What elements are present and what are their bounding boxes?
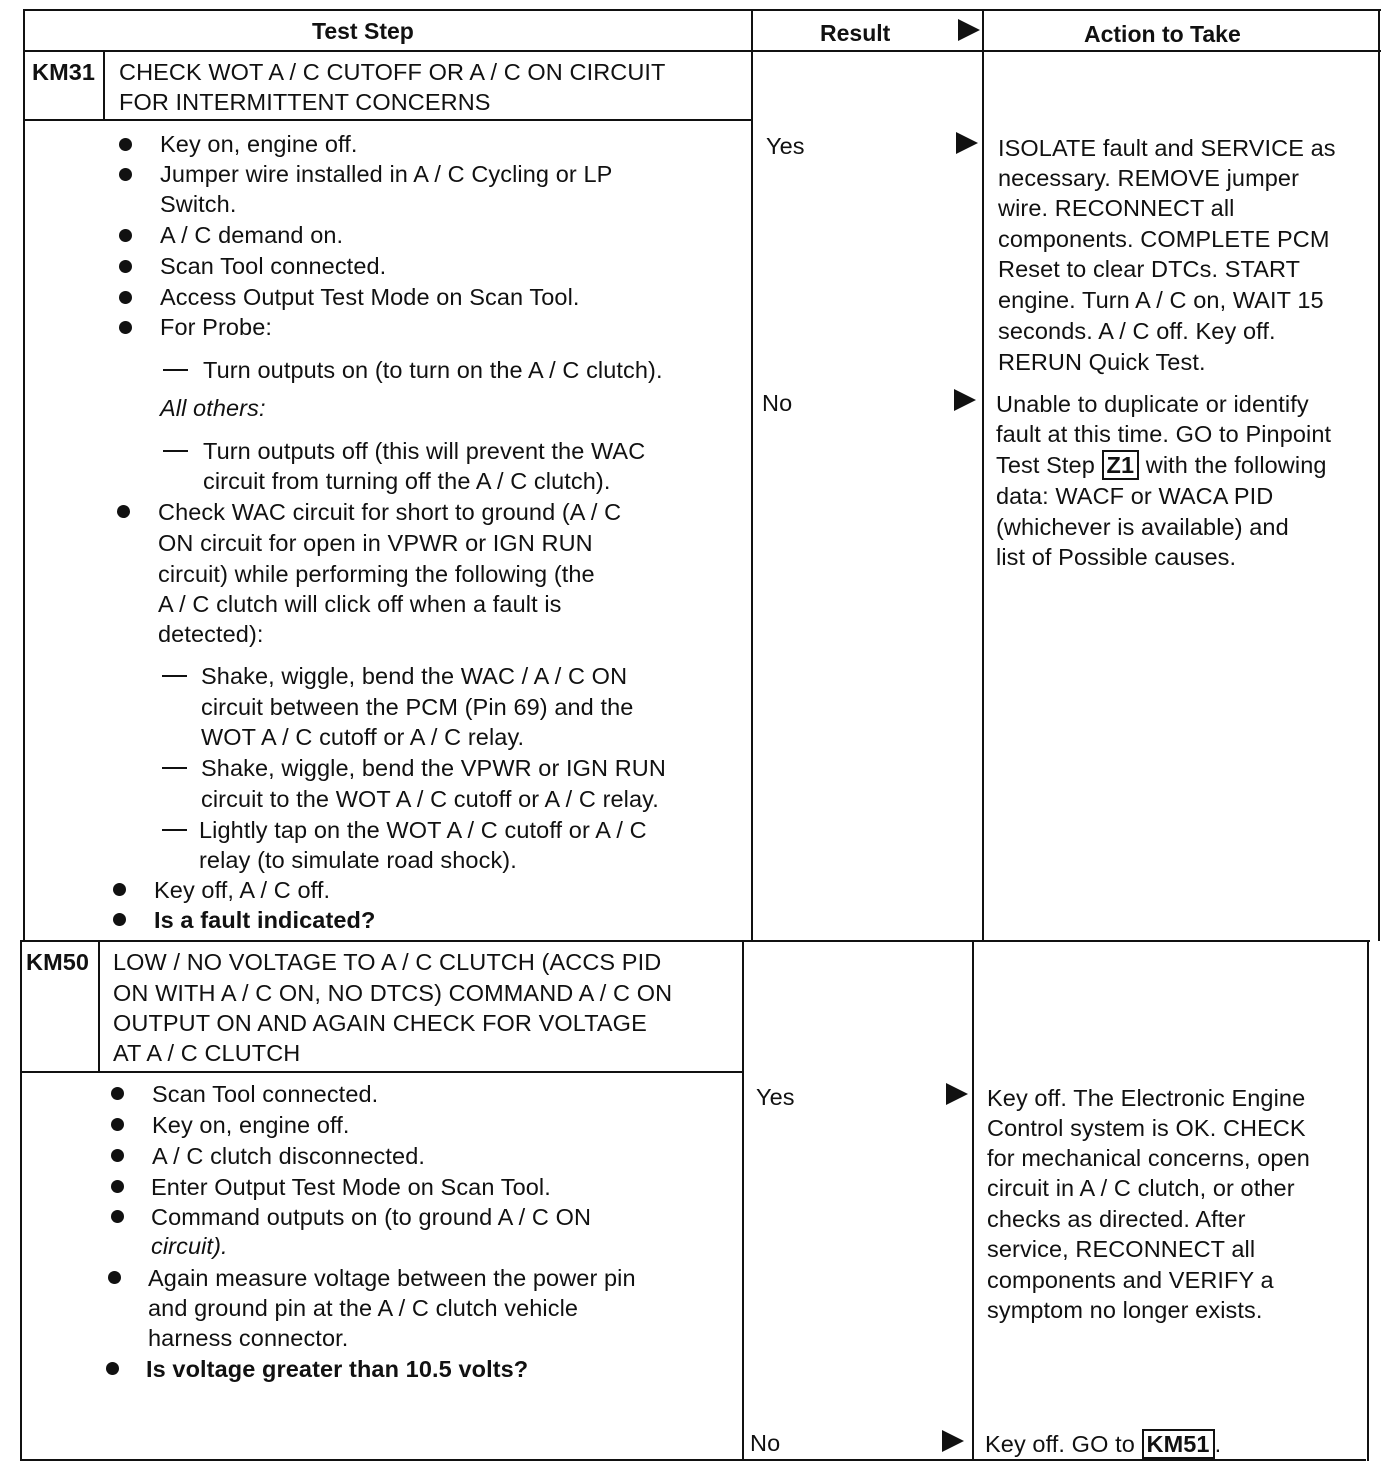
- left-border-upper: [23, 9, 25, 941]
- bullet-icon: [111, 1118, 124, 1131]
- km31-action-yes-line: seconds. A / C off. Key off.: [998, 318, 1276, 344]
- km31-result-no: No: [762, 390, 793, 416]
- section-divider: [20, 940, 1370, 942]
- km31-action-no-text: with the following: [1145, 452, 1327, 478]
- km31-step: circuit between the PCM (Pin 69) and the: [201, 694, 634, 720]
- km50-action-yes-line: checks as directed. After: [987, 1206, 1246, 1232]
- bullet-icon: [119, 229, 132, 242]
- km31-step: For Probe:: [160, 314, 273, 340]
- km31-step: Turn outputs on (to turn on the A / C clutch).: [203, 357, 663, 383]
- km50-step: harness connector.: [148, 1325, 349, 1351]
- km31-step: Lightly tap on the WOT A / C cutoff or A / C: [199, 817, 647, 843]
- km31-step: ON circuit for open in VPWR or IGN RUN: [158, 530, 593, 556]
- km31-step: Key off, A / C off.: [154, 877, 331, 903]
- bullet-icon: [119, 138, 132, 151]
- km31-step: WOT A / C cutoff or A / C relay.: [201, 724, 525, 750]
- km31-step: Access Output Test Mode on Scan Tool.: [160, 284, 580, 310]
- km31-step-id: KM31: [32, 59, 96, 85]
- km31-step: circuit) while performing the following (the: [158, 561, 595, 587]
- km31-step: Shake, wiggle, bend the VPWR or IGN RUN: [201, 755, 666, 781]
- km31-step: Check WAC circuit for short to ground (A / C: [158, 499, 622, 525]
- header-action: Action to Take: [1084, 21, 1241, 47]
- km31-step: Scan Tool connected.: [160, 253, 387, 279]
- step-ref-km51-link[interactable]: KM51: [1142, 1429, 1215, 1459]
- km31-question: Is a fault indicated?: [154, 907, 376, 933]
- result-arrow-icon: [956, 132, 978, 154]
- dash-icon: [162, 829, 187, 831]
- km31-action-no-line: [996, 450, 1327, 480]
- km50-action-no-text: Key off. GO to: [985, 1431, 1135, 1457]
- action-col-left-lower: [972, 940, 974, 1461]
- result-arrow-icon: [946, 1083, 968, 1105]
- action-col-left-upper: [982, 9, 984, 941]
- km31-title-line-1: CHECK WOT A / C CUTOFF OR A / C ON CIRCUIT: [119, 59, 666, 85]
- km31-title-line-2: FOR INTERMITTENT CONCERNS: [119, 89, 491, 115]
- km50-title-line: OUTPUT ON AND AGAIN CHECK FOR VOLTAGE: [113, 1010, 647, 1036]
- km31-step: A / C demand on.: [160, 222, 344, 248]
- km31-title-bottom-border: [23, 119, 753, 121]
- km50-action-yes-line: Key off. The Electronic Engine: [987, 1085, 1306, 1111]
- km50-action-no-line: [985, 1429, 1221, 1459]
- bullet-icon: [106, 1362, 119, 1375]
- bullet-icon: [113, 913, 126, 926]
- km50-action-yes-line: circuit in A / C clutch, or other: [987, 1175, 1295, 1201]
- step-ref-z1-link[interactable]: Z1: [1102, 450, 1140, 480]
- bullet-icon: [119, 291, 132, 304]
- km31-id-divider: [103, 51, 105, 121]
- km31-step: Key on, engine off.: [160, 131, 358, 157]
- km50-title-line: AT A / C CLUTCH: [113, 1040, 301, 1066]
- dash-icon: [163, 369, 188, 371]
- km31-step: A / C clutch will click off when a fault is: [158, 591, 562, 617]
- km50-action-yes-line: components and VERIFY a: [987, 1267, 1274, 1293]
- left-border-lower: [20, 940, 22, 1461]
- result-col-left-upper: [751, 9, 753, 941]
- km31-action-no-line: list of Possible causes.: [996, 544, 1237, 570]
- km50-step: Key on, engine off.: [152, 1112, 350, 1138]
- km31-action-yes-line: wire. RECONNECT all: [998, 195, 1235, 221]
- km31-action-yes-line: engine. Turn A / C on, WAIT 15: [998, 287, 1324, 313]
- result-arrow-icon: [942, 1430, 964, 1452]
- km50-step: Enter Output Test Mode on Scan Tool.: [151, 1174, 551, 1200]
- bullet-icon: [108, 1271, 121, 1284]
- km31-action-no-line: (whichever is available) and: [996, 514, 1289, 540]
- km31-action-yes-line: ISOLATE fault and SERVICE as: [998, 135, 1336, 161]
- km50-step: Again measure voltage between the power pin: [148, 1265, 636, 1291]
- dash-icon: [162, 767, 187, 769]
- km50-step: A / C clutch disconnected.: [152, 1143, 425, 1169]
- km31-action-no-line: fault at this time. GO to Pinpoint: [996, 421, 1332, 447]
- table-bottom-border: [20, 1459, 1366, 1461]
- km31-step: relay (to simulate road shock).: [199, 847, 517, 873]
- km31-step: Turn outputs off (this will prevent the WAC: [203, 438, 646, 464]
- km50-step: circuit).: [151, 1233, 228, 1259]
- km31-action-yes-line: RERUN Quick Test.: [998, 349, 1206, 375]
- dash-icon: [163, 450, 188, 452]
- km50-title-line: LOW / NO VOLTAGE TO A / C CLUTCH (ACCS PID: [113, 949, 662, 975]
- km31-action-yes-line: Reset to clear DTCs. START: [998, 256, 1301, 282]
- km50-title-line: ON WITH A / C ON, NO DTCS) COMMAND A / C ON: [113, 980, 673, 1006]
- bullet-icon: [111, 1180, 124, 1193]
- bullet-icon: [111, 1087, 124, 1100]
- km50-step: Scan Tool connected.: [152, 1081, 379, 1107]
- km50-title-bottom-border: [20, 1071, 743, 1073]
- km31-action-yes-line: components. COMPLETE PCM: [998, 226, 1330, 252]
- km50-question: Is voltage greater than 10.5 volts?: [146, 1356, 529, 1382]
- km31-step: Switch.: [160, 191, 237, 217]
- km31-step: circuit to the WOT A / C cutoff or A / C relay.: [201, 786, 659, 812]
- km31-action-no-text: Test Step: [996, 452, 1095, 478]
- km50-action-yes-line: Control system is OK. CHECK: [987, 1115, 1306, 1141]
- km50-step: Command outputs on (to ground A / C ON: [151, 1204, 592, 1230]
- right-border-lower: [1367, 940, 1369, 1461]
- km31-step: Jumper wire installed in A / C Cycling or LP: [160, 161, 613, 187]
- header-result: Result: [820, 20, 891, 46]
- result-arrow-icon: [954, 389, 976, 411]
- km50-result-yes: Yes: [756, 1084, 795, 1110]
- bullet-icon: [119, 168, 132, 181]
- header-arrow-icon: [958, 19, 980, 41]
- right-border-upper: [1378, 9, 1380, 941]
- km31-step: Shake, wiggle, bend the WAC / A / C ON: [201, 663, 628, 689]
- km50-result-no: No: [750, 1430, 781, 1456]
- km50-step: and ground pin at the A / C clutch vehicle: [148, 1295, 579, 1321]
- km50-action-yes-line: for mechanical concerns, open: [987, 1145, 1310, 1171]
- km50-action-yes-line: service, RECONNECT all: [987, 1236, 1256, 1262]
- km50-step-id: KM50: [26, 949, 90, 975]
- header-test-step: Test Step: [312, 18, 414, 44]
- bullet-icon: [117, 505, 130, 518]
- header-bottom-border: [23, 50, 1381, 52]
- result-col-left-lower: [742, 940, 744, 1461]
- dash-icon: [162, 675, 187, 677]
- km31-action-no-line: Unable to duplicate or identify: [996, 391, 1309, 417]
- km31-action-no-line: data: WACF or WACA PID: [996, 483, 1274, 509]
- km50-id-divider: [98, 941, 100, 1073]
- km31-result-yes: Yes: [766, 133, 805, 159]
- km31-step: detected):: [158, 621, 264, 647]
- bullet-icon: [111, 1149, 124, 1162]
- table-top-border: [23, 9, 1381, 11]
- bullet-icon: [113, 883, 126, 896]
- km31-step: circuit from turning off the A / C clutch).: [203, 468, 611, 494]
- km50-action-yes-line: symptom no longer exists.: [987, 1297, 1263, 1323]
- km31-step: All others:: [160, 395, 266, 421]
- bullet-icon: [119, 321, 132, 334]
- bullet-icon: [119, 260, 132, 273]
- km31-action-yes-line: necessary. REMOVE jumper: [998, 165, 1300, 191]
- bullet-icon: [111, 1210, 124, 1223]
- km50-action-no-period: .: [1214, 1431, 1222, 1457]
